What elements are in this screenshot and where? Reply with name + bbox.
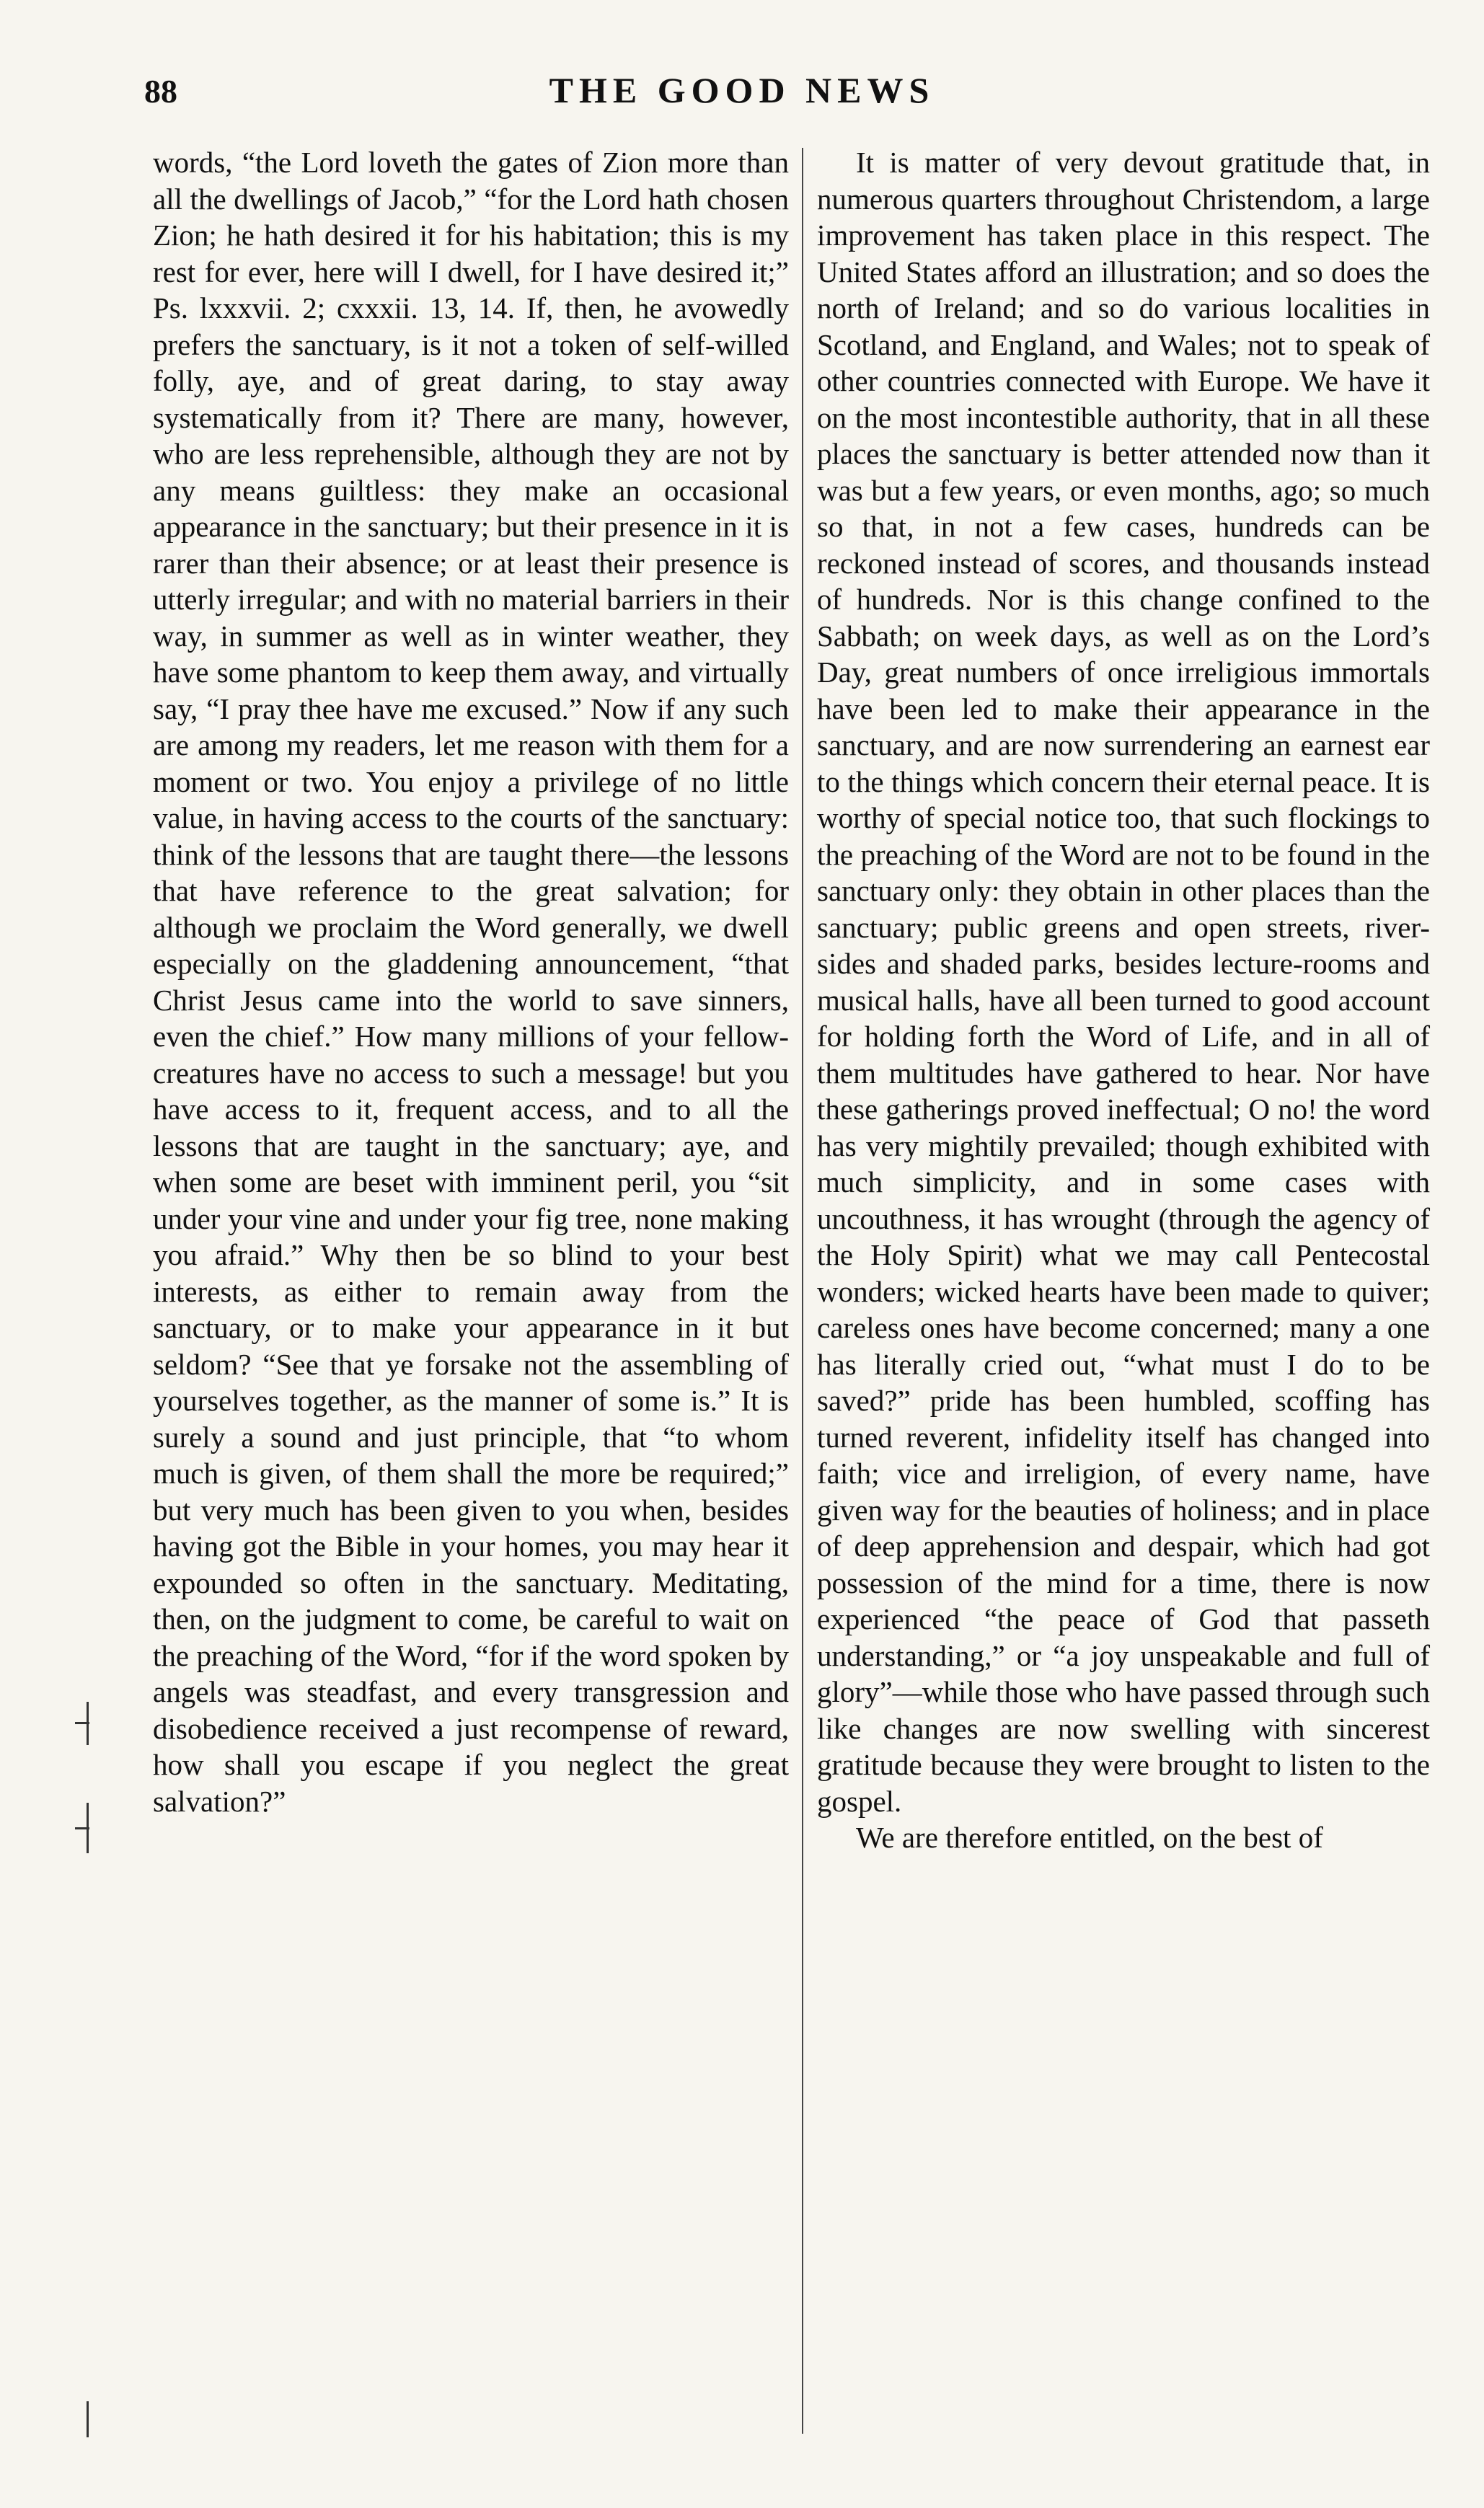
margin-tick xyxy=(75,1722,89,1724)
column-divider xyxy=(802,148,803,2434)
running-title: THE GOOD NEWS xyxy=(549,70,935,110)
left-column xyxy=(153,144,789,1819)
margin-mark xyxy=(87,2401,89,2437)
right-column-paragraph-2: We are therefore entitled, on the best of xyxy=(856,1821,1323,1854)
margin-tick xyxy=(75,1827,89,1829)
right-column-paragraph-1: It is matter of very devout gratitude that, in numerous quarters throughout Christendom, a large improvement has taken place in this respect. The United States afford an illustration; and so does the north of Ireland; and so do various localities in Scotland, and England, and Wales; not to speak of other countries connected with Europe. We have it on the most incontestible authority, that in all these places the sanctuary is better attended now than it was but a few years, or even months, ago; so much so that, in not a few cases, hundreds can be reckoned instead of scores, and thousands instead of hundreds. Nor is this change confined to the Sabbath; on week days, as well as on the Lord’s Day, great numbers of once irreligious immortals have been led to make their appearance in the sanctuary, and are now surrendering an earnest ear to the things which concern their eternal peace. It is worthy of special notice too, that such flockings to the preaching of the Word are not to be found in the sanctuary only: they obtain in other places than the sanctuary; public greens and open streets, river-sides and shaded parks, besides lecture-rooms and musical halls, have all been turned to good account for holding forth the Word of Life, and in all of them multitudes have gathered to hear. Nor have these gatherings proved ineffectual; O no! the word has very mightily prevailed; though exhibited with much simplicity, and in some cases with uncouthness, it has wrought (through the agency of the Holy Spirit) what we may call Pentecostal wonders; wicked hearts have been made to quiver; careless ones have become concerned; many a one has literally cried out, “what must I do to be saved?” pride has been humbled, scoffing has turned reverent, infidelity itself has changed into faith; vice and irreligion, of every name, have given way for the beauties of holiness; and in place of deep apprehension and despair, which had got possession of the mind for a time, there is now experienced “the peace of God that passeth understanding,” or “a joy unspeakable and full of glory”—while those who have passed through such like changes are now swelling with sincerest gratitude because they were brought to listen to the gospel. xyxy=(817,146,1430,1818)
page-number: 88 xyxy=(144,73,177,110)
right-column xyxy=(817,144,1430,1856)
left-column-paragraph: words, “the Lord loveth the gates of Zion more than all the dwellings of Jacob,” “for the Lord hath chosen Zion; he hath desired it for his habitation; this is my rest for ever, here will I dwell, for I have desired it;” Ps. lxxxvii. 2; cxxxii. 13, 14. If, then, he avowedly prefers the sanctuary, is it not a token of self-willed folly, aye, and of great daring, to stay away systematically from it? There are many, however, who are less reprehensible, although they are not by any means guiltless: they make an occasional appearance in the sanctuary; but their presence in it is rarer than their absence; or at least their presence is utterly irregular; and with no material barriers in their way, in summer as well as in winter weather, they have some phantom to keep them away, and virtually say, “I pray thee have me excused.” Now if any such are among my readers, let me reason with them for a moment or two. You enjoy a privilege of no little value, in having access to the courts of the sanctuary: think of the lessons that are taught there—the lessons that have reference to the great salvation; for although we proclaim the Word generally, we dwell especially on the gladdening announcement, “that Christ Jesus came into the world to save sinners, even the chief.” How many millions of your fellow-creatures have no access to such a message! but you have access to it, frequent access, and to all the lessons that are taught in the sanctuary; aye, and when some are beset with imminent peril, you “sit under your vine and under your fig tree, none making you afraid.” Why then be so blind to your best interests, as either to remain away from the sanctuary, or to make your appearance in it but seldom? “See that ye forsake not the assembling of yourselves together, as the manner of some is.” It is surely a sound and just principle, that “to whom much is given, of them shall the more be required;” but very much has been given to you when, besides having got the Bible in your homes, you may hear it expounded so often in the sanctuary. Meditating, then, on the judgment to come, be careful to wait on the preaching of the Word, “for if the word spoken by angels was steadfast, and every transgression and disobedience received a just recompense of reward, how shall you escape if you neglect the great salvation?” xyxy=(153,146,789,1818)
